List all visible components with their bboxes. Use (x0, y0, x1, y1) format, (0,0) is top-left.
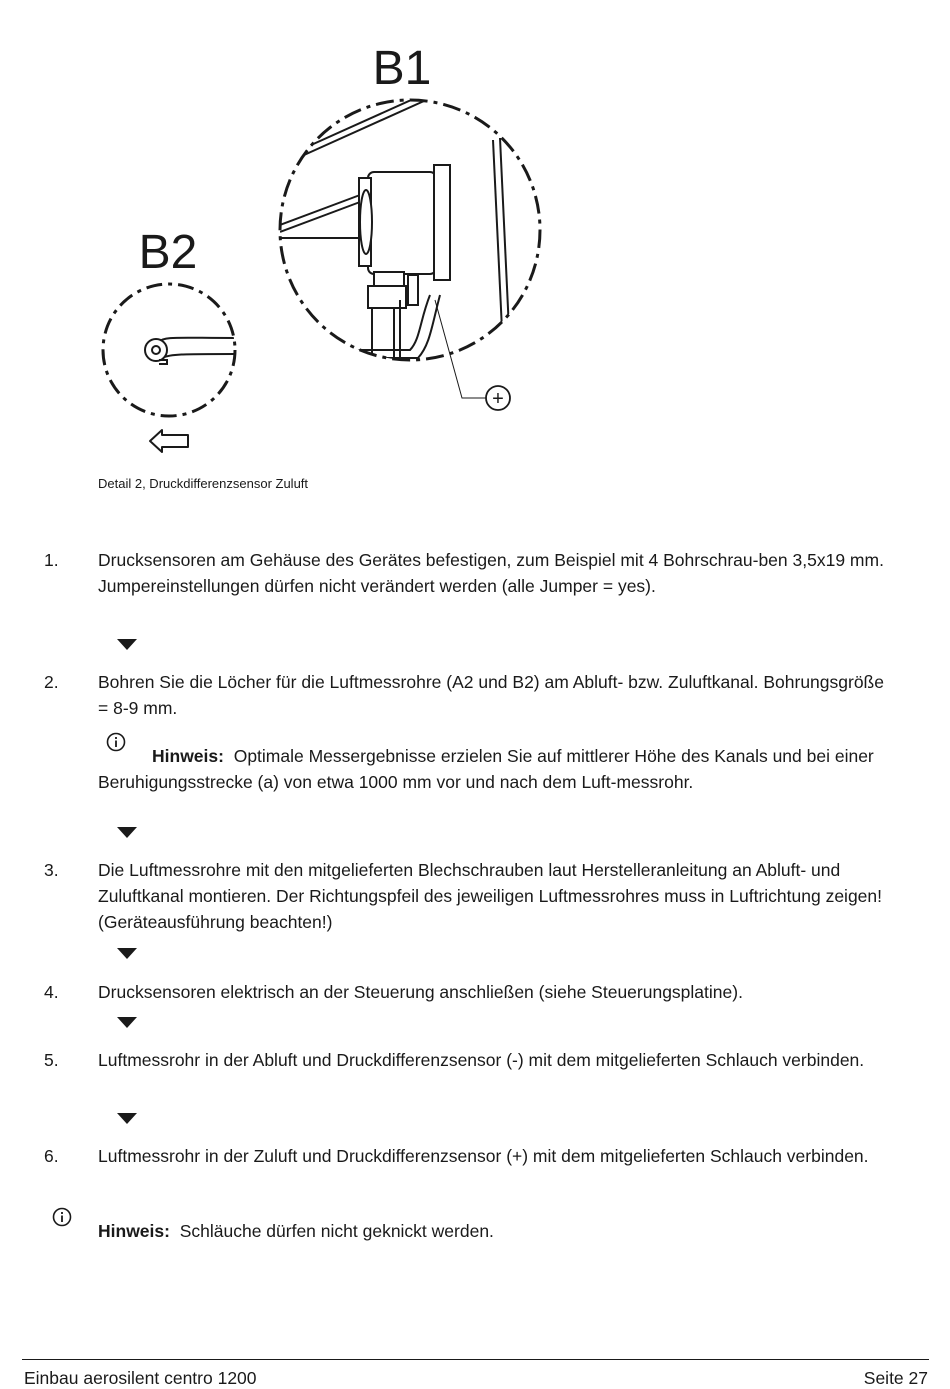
info-icon (52, 1207, 72, 1227)
step-text: Bohren Sie die Löcher für die Luftmessrohre (A2 und B2) am Abluft- bzw. Zuluftkanal. Bohrungsgröße = 8-9 mm. (98, 672, 884, 718)
label-b1: B1 (372, 42, 432, 95)
page-number: Seite 27 (863, 1368, 928, 1388)
detail-b2-circle (103, 284, 235, 416)
step-number: 4. (44, 982, 59, 1002)
arrow-left-icon (150, 430, 188, 452)
step-number: 6. (44, 1146, 59, 1166)
arrow-down-icon (117, 827, 137, 838)
note-label: Hinweis: (152, 746, 224, 766)
footer-title: Einbau aerosilent centro 1200 (24, 1368, 257, 1388)
detail-b2-drawing (145, 338, 240, 364)
step-number: 1. (44, 550, 59, 570)
footer-divider (22, 1359, 929, 1360)
figure-caption: Detail 2, Druckdifferenzsensor Zuluft (98, 476, 309, 491)
step-text: Drucksensoren elektrisch an der Steuerung anschließen (siehe Steuerungsplatine). (98, 982, 743, 1002)
note-hint (98, 1218, 888, 1244)
note-label: Hinweis: (98, 1221, 170, 1241)
step-number: 3. (44, 860, 59, 880)
step-number: 2. (44, 672, 59, 692)
arrow-down-icon (117, 639, 137, 650)
step-text: Luftmessrohr in der Zuluft und Druckdifferenzsensor (+) mit dem mitgelieferten Schlauch verbinden. (98, 1146, 869, 1166)
step-text: Die Luftmessrohre mit den mitgelieferten Blechschrauben laut Herstelleranleitung an Abluft- und Zuluftkanal montieren. Der Richtungspfeil des jeweiligen Luftmessrohres muss in Luftrichtung zeigen! (Geräteausführung beachten!) (98, 860, 883, 932)
note-hint (98, 743, 888, 795)
step-number: 5. (44, 1050, 59, 1070)
arrow-down-icon (117, 948, 137, 959)
step-text: Luftmessrohr in der Abluft und Druckdifferenzsensor (-) mit dem mitgelieferten Schlauch verbinden. (98, 1050, 865, 1070)
technical-drawing (0, 0, 950, 470)
detail-b1-drawing (280, 96, 509, 370)
step-text: Drucksensoren am Gehäuse des Gerätes befestigen, zum Beispiel mit 4 Bohrschrau-ben 3,5x19 mm. Jumpereinstellungen dürfen nicht verändert werden (alle Jumper = yes). (98, 550, 884, 596)
arrow-down-icon (117, 1113, 137, 1124)
label-b2: B2 (138, 226, 198, 279)
note-text: Schläuche dürfen nicht geknickt werden. (179, 1221, 494, 1241)
arrow-down-icon (117, 1017, 137, 1028)
plus-marker-symbol: + (492, 388, 504, 410)
note-text: Optimale Messergebnisse erzielen Sie auf mittlerer Höhe des Kanals und bei einer Beruhigungsstrecke (a) von etwa 1000 mm vor und nach dem Luft-messrohr. (98, 746, 874, 792)
